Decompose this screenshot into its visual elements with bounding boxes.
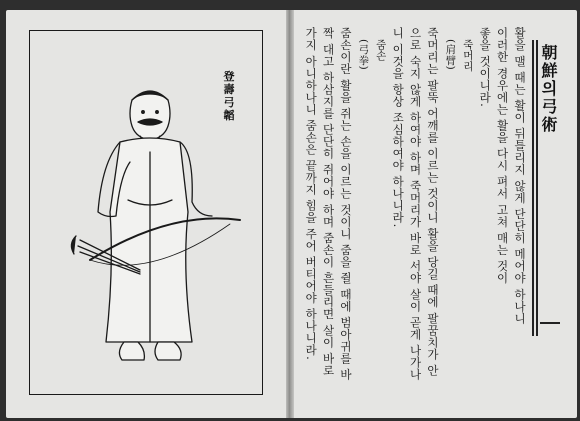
subhead-1-name: 죽머리 bbox=[461, 39, 474, 72]
intro-line-1: 활을 맬 때는 활이 뒤틀리지 않게 단단히 메어야 하나니 bbox=[513, 27, 527, 325]
body-text bbox=[298, 27, 528, 387]
subhead-2-name: 줌손 bbox=[374, 39, 387, 61]
running-head: 朝鮮의弓術 bbox=[539, 44, 558, 134]
subhead-2-hanja: (弓拳) bbox=[357, 39, 370, 71]
archer-figure-icon bbox=[50, 80, 250, 380]
intro-line-3: 좋을 것이니라. bbox=[478, 27, 493, 108]
subhead-1-hanja: (肩臂) bbox=[444, 39, 457, 71]
running-head-rule bbox=[532, 40, 534, 336]
paragraph-1: 죽머리는 팔뚝 어깨를 이르는 것이니 활을 당길 때에 팔꿈치가 안으로 숙지 않게 하여야 하며 죽머리가 바로 서야 살이 곧게 나가나니 이것을 항상 조심하여야 하나니라. bbox=[391, 27, 440, 381]
paragraph-2: 줌손이란 활을 쥐는 손을 이르는 것이니 줌을 쥘 때에 범아귀를 바짝 대고 하삼지를 단단히 쥐어야 하며 줌손이 흔들리면 살이 바로 가지 아니하나니 줌손은 끝까지 힘을 주어 버티어야 하나니라. bbox=[304, 27, 353, 381]
page-mark bbox=[540, 322, 560, 324]
plate-caption: 登壽弓韜 bbox=[223, 70, 235, 122]
book-gutter bbox=[286, 10, 294, 418]
intro-line-2: 이러한 경우에는 활을 다시 펴서 고쳐 매는 것이 bbox=[495, 27, 510, 285]
